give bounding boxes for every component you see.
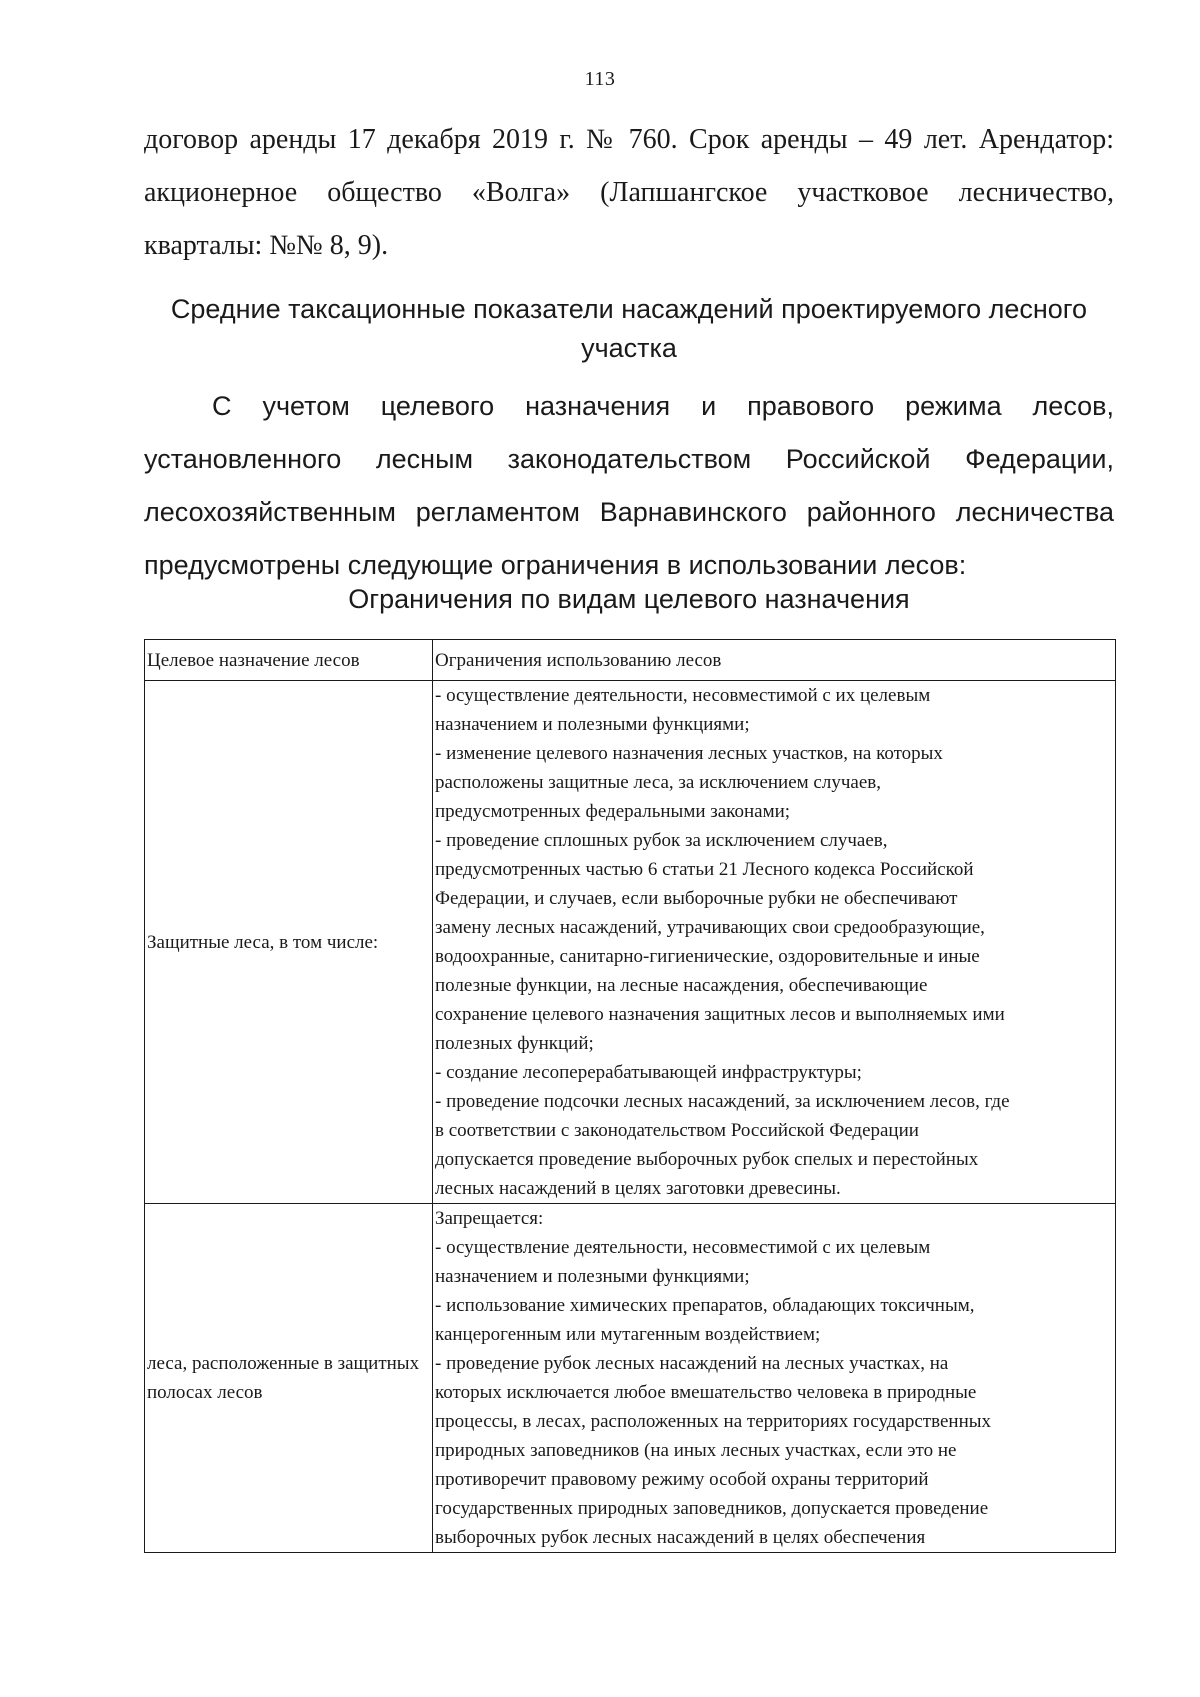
table-row	[145, 681, 1116, 1204]
restriction-line: государственных природных заповедников, допускается проведение	[435, 1498, 989, 1519]
restriction-line: - создание лесоперерабатывающей инфраструктуры;	[435, 1062, 862, 1083]
purpose-cell: леса, расположенные в защитных полосах лесов	[145, 1204, 433, 1553]
restriction-line: допускается проведение выборочных рубок спелых и перестойных	[435, 1149, 979, 1170]
restriction-line: назначением и полезными функциями;	[435, 714, 750, 735]
restriction-line: предусмотренных федеральными законами;	[435, 801, 791, 822]
restriction-line: которых исключается любое вмешательство человека в природные	[435, 1382, 977, 1403]
restriction-line: - проведение подсочки лесных насаждений, за исключением лесов, где	[435, 1091, 1010, 1112]
restriction-line: канцерогенным или мутагенным воздействием;	[435, 1324, 821, 1345]
restriction-line: - осуществление деятельности, несовместимой с их целевым	[435, 685, 931, 706]
body-paragraph: С учетом целевого назначения и правового режима лесов, установленного лесным законодательством Российской Федерации, лесохозяйственным регламентом Варнавинского районного лесничества предусмотрены следующие ограничения в использовании лесов:	[144, 391, 1114, 580]
restriction-line: замену лесных насаждений, утрачивающих свои средообразующие,	[435, 917, 985, 938]
restrictions-cell	[433, 1204, 1116, 1553]
restriction-line: выборочных рубок лесных насаждений в целях обеспечения	[435, 1527, 926, 1548]
restriction-line: противоречит правовому режиму особой охраны территорий	[435, 1469, 929, 1490]
column-header-restrictions: Ограничения использованию лесов	[433, 640, 1116, 681]
restriction-line: процессы, в лесах, расположенных на территориях государственных	[435, 1411, 992, 1432]
restriction-line: водоохранные, санитарно-гигиенические, оздоровительные и иные	[435, 946, 980, 967]
page-number: 113	[584, 68, 616, 90]
restriction-line: предусмотренных частью 6 статьи 21 Лесного кодекса Российской	[435, 859, 974, 880]
restriction-line: Федерации, и случаев, если выборочные рубки не обеспечивают	[435, 888, 958, 909]
restriction-line: Запрещается:	[435, 1208, 544, 1229]
table-title: Ограничения по видам целевого назначения	[348, 584, 910, 614]
restriction-line: расположены защитные леса, за исключением случаев,	[435, 772, 881, 793]
restriction-line: в соответствии с законодательством Российской Федерации	[435, 1120, 919, 1141]
purpose-cell: Защитные леса, в том числе:	[145, 681, 433, 1204]
restriction-line: полезные функции, на лесные насаждения, обеспечивающие	[435, 975, 928, 996]
column-header-purpose: Целевое назначение лесов	[145, 640, 433, 681]
intro-paragraph: договор аренды 17 декабря 2019 г. № 760. Срок аренды – 49 лет. Арендатор: акционерное общество «Волга» (Лапшангское участковое лесничество, кварталы: №№ 8, 9).	[144, 124, 1114, 261]
restriction-line: - осуществление деятельности, несовместимой с их целевым	[435, 1237, 931, 1258]
section-heading: Средние таксационные показатели насаждений проектируемого лесного участка	[170, 294, 1088, 363]
restriction-line: природных заповедников (на иных лесных участках, если это не	[435, 1440, 957, 1461]
restriction-line: - использование химических препаратов, обладающих токсичным,	[435, 1295, 975, 1316]
table-header-row	[145, 640, 1116, 681]
restriction-line: - проведение рубок лесных насаждений на лесных участках, на	[435, 1353, 949, 1374]
restrictions-table	[144, 639, 1116, 1553]
table-row	[145, 1204, 1116, 1553]
restriction-line: лесных насаждений в целях заготовки древесины.	[435, 1178, 841, 1199]
restriction-line: - изменение целевого назначения лесных участков, на которых	[435, 743, 943, 764]
restriction-line: - проведение сплошных рубок за исключением случаев,	[435, 830, 888, 851]
restrictions-cell	[433, 681, 1116, 1204]
restriction-line: сохранение целевого назначения защитных лесов и выполняемых ими	[435, 1004, 1005, 1025]
restriction-line: назначением и полезными функциями;	[435, 1266, 750, 1287]
restriction-line: полезных функций;	[435, 1033, 594, 1054]
